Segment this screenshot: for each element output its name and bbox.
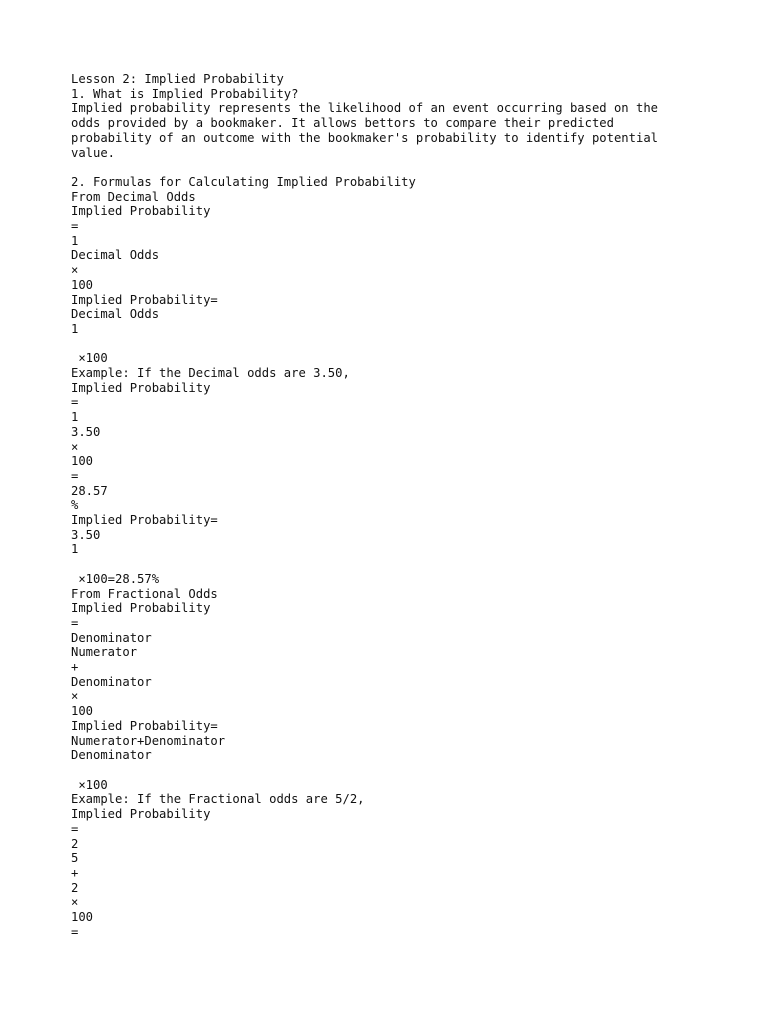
formula-line: ×100 <box>71 777 108 792</box>
formula-line: = <box>71 821 79 836</box>
formula-line: Numerator+Denominator <box>71 733 226 748</box>
formula-line: × <box>71 689 79 704</box>
formula-line: 3.50 <box>71 527 101 542</box>
paragraph-line: odds provided by a bookmaker. It allows bettors to compare their predicted <box>71 116 614 131</box>
formula-line: 28.57 <box>71 483 108 498</box>
formula-line: ×100 <box>71 351 108 366</box>
formula-line: Implied Probability= <box>71 513 218 528</box>
lesson-title: Lesson 2: Implied Probability <box>71 72 284 86</box>
formula-line: 1 <box>71 542 79 557</box>
document-page <box>71 72 711 939</box>
formula-line: 100 <box>71 454 94 469</box>
formula-line: = <box>71 219 79 234</box>
formula-line: Denominator <box>71 674 152 689</box>
formula-line: = <box>71 924 79 939</box>
formula-line: ×100=28.57% <box>71 571 160 586</box>
formula-line: Decimal Odds <box>71 248 160 263</box>
formula-line: Implied Probability= <box>71 718 218 733</box>
formula-line: = <box>71 468 79 483</box>
formula-line: × <box>71 263 79 278</box>
formula-line: % <box>71 498 79 513</box>
paragraph-line: value. <box>71 145 116 160</box>
formula-line: 100 <box>71 910 94 925</box>
formula-line: + <box>71 865 79 880</box>
example-heading-decimal: Example: If the Decimal odds are 3.50, <box>71 366 350 381</box>
formula-line: 2 <box>71 880 79 895</box>
blank-line <box>71 763 711 778</box>
formula-line: 5 <box>71 851 79 866</box>
formula-line: = <box>71 615 79 630</box>
formula-line: 3.50 <box>71 424 101 439</box>
formula-line: Denominator <box>71 630 152 645</box>
paragraph-line: Implied probability represents the likelihood of an event occurring based on the <box>71 101 658 116</box>
subheading-decimal-odds: From Decimal Odds <box>71 189 196 204</box>
paragraph-line: probability of an outcome with the bookmaker's probability to identify potential <box>71 130 658 145</box>
formula-line: Implied Probability= <box>71 292 218 307</box>
formula-line: Implied Probability <box>71 204 211 219</box>
formula-line: 1 <box>71 410 79 425</box>
blank-line <box>71 160 711 175</box>
blank-line <box>71 557 711 572</box>
formula-line: Implied Probability <box>71 807 211 822</box>
example-heading-fractional: Example: If the Fractional odds are 5/2, <box>71 792 365 807</box>
formula-line: + <box>71 660 79 675</box>
formula-line: = <box>71 395 79 410</box>
blank-line <box>71 337 711 352</box>
formula-line: Numerator <box>71 645 138 660</box>
formula-line: 100 <box>71 704 94 719</box>
formula-line: × <box>71 895 79 910</box>
formula-line: 100 <box>71 277 94 292</box>
formula-line: 2 <box>71 836 79 851</box>
formula-line: 1 <box>71 233 79 248</box>
formula-line: Denominator <box>71 748 152 763</box>
formula-line: × <box>71 439 79 454</box>
formula-line: Implied Probability <box>71 601 211 616</box>
section-heading-formulas: 2. Formulas for Calculating Implied Probability <box>71 174 416 189</box>
section-heading-what-is: 1. What is Implied Probability? <box>71 86 299 101</box>
formula-line: Decimal Odds <box>71 307 160 322</box>
subheading-fractional-odds: From Fractional Odds <box>71 586 218 601</box>
formula-line: 1 <box>71 321 79 336</box>
formula-line: Implied Probability <box>71 380 211 395</box>
